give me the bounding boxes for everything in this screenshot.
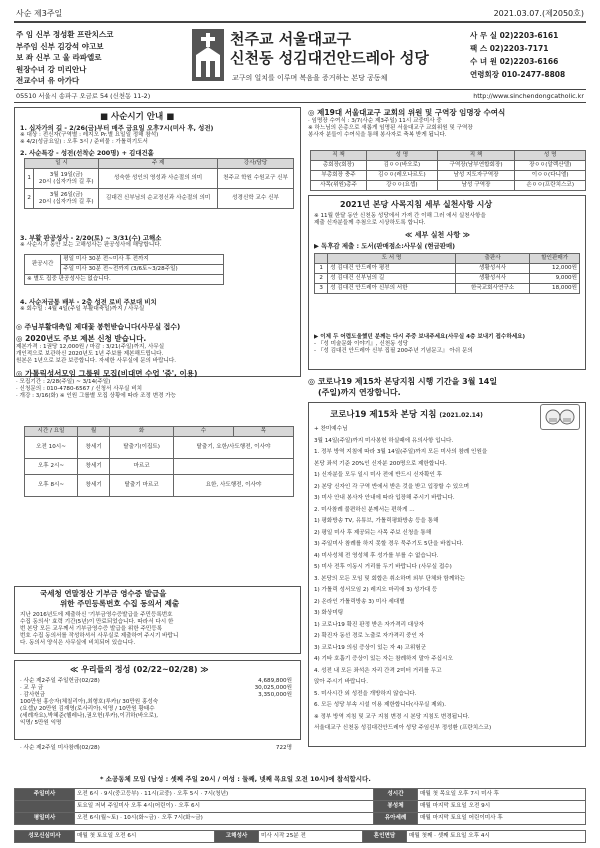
covid-line: 3. 본당의 모든 모임 및 회합은 취소하며 외부 단체와 함께하는 bbox=[314, 575, 466, 582]
clergy-mission-sister: 전교수녀 유 아가다 bbox=[16, 76, 80, 85]
coin-box-section bbox=[20, 298, 157, 313]
appointment-line: 봉사자 분들이 수여식을 통해 봉사자로 축복 받게 됩니다. bbox=[308, 132, 447, 138]
appt-h: 직 책 bbox=[311, 151, 367, 161]
award-subtitle: ≪ 세부 실천 사항 ≫ bbox=[405, 231, 470, 239]
offering-row: · 교 무 금 30,025,000원 bbox=[20, 685, 292, 691]
tax-line: 지난 2016년도에 제출하신 '기부금영수증발급을 주민등록번호 bbox=[20, 612, 173, 618]
bible-group-line: · 개강 : 3/16(화) ※ 인원 그룹별 모집 상황에 따라 조정 변경 가능 bbox=[16, 393, 177, 399]
bible-cell: 창세기 bbox=[77, 475, 109, 497]
lecture-cell: 김대건 신부님의 순교정신과 사순절의 의미 bbox=[99, 189, 218, 209]
lecture-table bbox=[24, 158, 294, 209]
book-cell: 생활성서사 bbox=[455, 264, 530, 274]
lecture-h-topic: 주 제 bbox=[99, 159, 218, 169]
tax-line: 다. 동의서 양식은 사무실에 비치되어 있습니다. bbox=[20, 640, 136, 646]
bible-cell: 탈출기 마르코 bbox=[110, 475, 174, 497]
schedule-label-baptism: 유아세례 bbox=[374, 813, 418, 825]
address-rule bbox=[14, 89, 586, 90]
bible-group-line: · 신청문의 : 010-4780-6567 / 신청서 사무실 비치 bbox=[16, 386, 143, 392]
covid-line: 본당 좌석 기준 20%인 신자분 200명으로 제한합니다. bbox=[314, 460, 447, 467]
bible-cell: 탈출기(이집트) bbox=[110, 437, 174, 459]
book-cell: 9,000원 bbox=[530, 274, 580, 284]
tax-line: 번호 수집 동의서를 작성하셔서 사무실로 제출하여 주시기 바랍니 bbox=[20, 633, 179, 639]
bulletin-binding-line: 개인적으로 보관하신 2020년도 1년 주보를 제본해드립니다. bbox=[16, 351, 164, 357]
covid-line: 6. 모든 성당 부속 시설 이용 제한합니다(사무실 제외). bbox=[314, 702, 446, 708]
lecture-cell: 1 bbox=[25, 169, 34, 189]
book-cell: 생활성서사 bbox=[455, 274, 530, 284]
confession-line-1: 3. 부활 판공성사 - 2/20(토) ~ 3/31(수) 고해소 bbox=[20, 234, 162, 242]
contact-convent: 수 녀 원 02)2203-6166 bbox=[470, 57, 559, 66]
covid-line: + 찬미예수님 bbox=[314, 426, 348, 432]
lent-line-2: ※ 대상 : 전신자(구역별 : 레지오 Pr.별 요일일 정해 참석) bbox=[20, 132, 159, 138]
appt-cell: 남성 구역장 bbox=[437, 181, 515, 191]
covid-line: 3) 미사 안내 봉사자 안내에 따라 입장해 주시기 바랍니다. bbox=[314, 495, 455, 501]
covid-line: 2) 본당 신자인 각 구역 반에서 받은 것을 받고 입장할 수 있으며 bbox=[314, 483, 469, 490]
appt-cell: 장ㅇㅇ(알렉산델) bbox=[515, 161, 586, 171]
bible-h: 화 bbox=[110, 427, 174, 437]
church-line2: 신천동 성김대건안드레아 성당 bbox=[230, 49, 429, 67]
mass-attendance: · 사순 제2주일 미사참례(02/28) 722명 bbox=[20, 745, 292, 751]
appt-cell: 강ㅇㅇ(요셉) bbox=[367, 181, 438, 191]
contact-funeral: 연령회장 010-2477-8808 bbox=[470, 70, 566, 79]
book-cell: 성 김대건 안드레아 신부의 서한 bbox=[328, 284, 455, 294]
bible-h: 수 bbox=[173, 427, 233, 437]
appt-cell: 남성 지도자구역장 bbox=[437, 171, 515, 181]
covid-line: 1) 신자분들 모두 일시 미사 전에 반드시 신자확인 후 bbox=[314, 472, 443, 478]
schedule-sunday: 오전 6시 · 9시(중고등부) · 11시(교중) · 오후 5시 · 7시(청년) bbox=[75, 789, 374, 801]
appt-h: 성 명 bbox=[367, 151, 438, 161]
lecture-h-speaker: 강사/담당 bbox=[218, 159, 294, 169]
covid-lines bbox=[314, 424, 582, 735]
bible-cell: 마르코 bbox=[110, 459, 174, 475]
bible-group-line: · 모집기간 : 2/28(주일) ~ 3/14(주일) bbox=[16, 379, 111, 385]
book-cell: 18,000원 bbox=[530, 284, 580, 294]
appointment-title: ◎ 제19대 서울대교구 교회의 위원 및 구역장 임명장 수여식 bbox=[308, 108, 506, 117]
book-cell: 3 bbox=[315, 284, 328, 294]
covid-box-title: 코로나19 제15차 본당 지침 bbox=[330, 410, 437, 420]
book-cell: 성 김대건 신부님의 길 bbox=[328, 274, 455, 284]
lecture-h-date: 일 시 bbox=[25, 159, 99, 169]
bulletin-binding-line: 제본가격 : 1권당 12,000원 / 마감 : 3/21(주일)까지, 사무실 bbox=[16, 344, 165, 350]
appt-cell: 사목(위원)총주 bbox=[311, 181, 367, 191]
bible-cell: 창세기 bbox=[77, 459, 109, 475]
lecture-cell: 3월 19일(금) 20시 (십자가의 길 후) bbox=[34, 169, 99, 189]
address-rule-bottom bbox=[14, 102, 586, 103]
bible-cell: 탈출기, 요한/사도행전, 이사야 bbox=[173, 437, 293, 459]
lecture-cell: 성경신학 교수 신부 bbox=[218, 189, 294, 209]
tax-lines bbox=[20, 612, 178, 647]
bible-h: 월 bbox=[77, 427, 109, 437]
contacts bbox=[470, 29, 565, 81]
award-book-item: ▶ 독후감 제출 : 도서(판매점소:사무실 (현금판매) bbox=[314, 242, 456, 250]
covid-line: 1) 가톨릭 성서모임 2) 레지오 마리애 3) 성가대 등 bbox=[314, 587, 438, 593]
book-h bbox=[315, 254, 328, 264]
appointment-table bbox=[310, 150, 586, 191]
schedule-communion: 매월 마지막 토요일 오전 9시 bbox=[418, 801, 586, 813]
bible-group-title: ◎ 가톨릭성서모임 그룹원 모집(비대면 수업 '줌', 이용) bbox=[16, 369, 198, 378]
book-table bbox=[314, 253, 580, 294]
award-lines bbox=[314, 213, 486, 227]
award-line: 제출 신자분들께 추첨으로 시상하도록 합니다. bbox=[314, 220, 426, 226]
bible-cell: 오후 2시~ bbox=[25, 459, 78, 475]
tax-line: 수집 동의서' 효력 기간(5년)이 만료되었습니다. 따라서 다시 한 bbox=[20, 619, 174, 625]
appt-cell: 김ㅇㅇ(레오나르도) bbox=[367, 171, 438, 181]
bulletin-binding-line: 원본은 1년으로 보관 보증합니다. 자세한 사무실에 문의 바랍니다. bbox=[16, 358, 177, 364]
bible-cell bbox=[173, 459, 293, 475]
sunday-label: 사순 제3주일 bbox=[16, 9, 63, 18]
contact-office: 사 무 실 02)2203-6161 bbox=[470, 31, 559, 40]
schedule-marriage: 매월 첫째 · 셋째 토요일 오후 4시 bbox=[406, 831, 585, 843]
lecture-cell: 천주교 학원 수원교구 신부 bbox=[218, 169, 294, 189]
bulletin-binding-title: ◎ 2020년도 주보 제본 신청 받습니다. bbox=[16, 334, 147, 343]
lecture-cell: 성숙한 성인의 영성과 사순절의 의미 bbox=[99, 169, 218, 189]
mass-schedule-table-2 bbox=[14, 830, 586, 843]
covid-line: 1. 정부 방역 지침에 따라 3월 14일(주일)까지 모든 미사의 참례 인원을 bbox=[314, 449, 488, 455]
covid-line: 5. 미사시간 외 성전을 개방하지 않습니다. bbox=[314, 690, 417, 697]
bible-h: 시간 / 요일 bbox=[25, 427, 78, 437]
covid-line: 2) 평일 미사 후 제공되는 사목 주보 신청을 통해 bbox=[314, 529, 432, 536]
appt-cell: 총회장(회장) bbox=[311, 161, 367, 171]
covid-line: ※ 정부 방역 지침 및 교구 지침 변경 시 본당 지침도 변경됩니다. bbox=[314, 713, 470, 720]
schedule-marian: 매월 첫 토요일 오전 6시 bbox=[75, 831, 215, 843]
lent-line-3: ※ 4/2(성금요일) : 오후 3시 / 준비물 : 가톨릭기도서 bbox=[20, 139, 148, 145]
book-h: 도 서 명 bbox=[328, 254, 455, 264]
schedule-label-marriage: 혼인면담 bbox=[362, 831, 406, 843]
tax-line: 번 본당 모든 교우께서 기부금영수증 발급을 위한 주민등록 bbox=[20, 626, 163, 632]
schedule-label-holy-hour: 성시간 bbox=[374, 789, 418, 801]
offering-donor-line: 100만원 홍승자(체칠리아),최형호(루카)/ 30만원 홍성숙 bbox=[20, 699, 159, 705]
schedule-label-confession: 고해성사 bbox=[215, 831, 259, 843]
clergy-assistant: 보 좌 신부 고 울 라파엘로 bbox=[16, 53, 102, 62]
appointment-line: ※ 하느님의 은총으로 새롭게 임명된 서울대교구 교회위원 및 구역장 bbox=[308, 125, 473, 131]
award-after-line: ▶ 이제 두 어렵도울했던 분께는 다시 주중 보내주세요(사무실 4층 보내기 접수하세요) bbox=[314, 334, 526, 340]
covid-line: 3월 14일(주일)까지 미사봉헌 하실때에 유의사항 입니다. bbox=[314, 437, 454, 444]
award-title: 2021년 본당 사목지침 세부 실천사항 시상 bbox=[340, 200, 493, 209]
lent-title: ■ 사순시기 안내 ■ bbox=[100, 112, 175, 122]
schedule-weekday: 오전 6시(월~토) · 10시(화~금) · 오후 7시(화~금) bbox=[75, 813, 374, 825]
covid-line: 4) 미사성체 전 영성체 후 성가를 부를 수 없습니다. bbox=[314, 552, 439, 559]
confession-section bbox=[20, 234, 161, 249]
small-community-note: * 소공동체 모임 (남성 : 셋째 주일 20시 / 여성 : 둘째, 넷째 목요일 오전 10시)에 참석합시다. bbox=[100, 775, 371, 783]
confession-table bbox=[24, 254, 224, 285]
award-after bbox=[314, 334, 525, 355]
bible-table bbox=[24, 426, 294, 497]
church-line1: 천주교 서울대교구 bbox=[230, 30, 352, 48]
mass-schedule-table bbox=[14, 788, 586, 825]
covid-line: 1) 코로나19 확진 판정 받은 자가격리 대상자 bbox=[314, 621, 424, 628]
offering-list bbox=[20, 678, 292, 727]
lent-line-1: 1. 십자가의 길 - 2/26(금)부터 매주 금요일 오후7시(미사 후, 성전) bbox=[20, 124, 214, 132]
website-link[interactable]: http://www.sinchendongcatholic.kr bbox=[473, 92, 584, 100]
appt-h: 성 명 bbox=[515, 151, 586, 161]
issue-date: 2021.03.07.(제2050호) bbox=[493, 9, 584, 18]
book-h: 할인판매가 bbox=[530, 254, 580, 264]
confession-sunday: 주일 미사 30분 전~전까지 (3/6토~3/28주일) bbox=[61, 265, 224, 275]
contact-fax: 팩 스 02)2203-7171 bbox=[470, 44, 549, 53]
covid-line: 2) 온라인 가톨릭방송 3) 미사 세대별 bbox=[314, 598, 405, 605]
covid-line: 3) 화상미팅 bbox=[314, 610, 344, 616]
schedule-label-communion: 봉성체 bbox=[374, 801, 418, 813]
coinbox-line-2: ※ 회수일 : 4월 4일(주일 부활대축일)까지 / 사무실 bbox=[20, 306, 145, 312]
covid-title: ◎ 코로나19 제15차 본당지침 시행 기간을 3월 14일 bbox=[308, 377, 498, 386]
address: 05510 서울시 송파구 오금로 54 (신천동 11-2) bbox=[16, 92, 151, 100]
award-after-line: - 『성 미술문화 이야기』, 신천동 성당 bbox=[314, 341, 409, 347]
confession-note: ※ 별도 집중 판공성사는 없습니다. bbox=[25, 275, 224, 285]
covid-line: 3) 코로나19 의심 증상이 있는 자 4) 고위험군 bbox=[314, 644, 427, 651]
covid-line: 1) 평화방송 TV, 유튜브, 가톨릭평화방송 등을 통해 bbox=[314, 518, 439, 524]
covid-box-date: (2021.02.14) bbox=[439, 412, 483, 419]
schedule-label-sunday: 주일미사 bbox=[15, 789, 75, 801]
schedule-label-sunday-cont bbox=[15, 801, 75, 813]
left-bullets bbox=[16, 322, 300, 400]
schedule-baptism: 매월 마지막 토요일 어린이미사 후 bbox=[418, 813, 586, 825]
award-after-line: - 『성 김대건 안드레아 신부 집필 200주년 기념문고』 아쉬 문의 bbox=[314, 348, 473, 354]
tax-title-1: 국세청 연말정산 기부금 영수증 발급을 bbox=[40, 589, 167, 598]
lent-line-4: 2. 사순특강 - 성전(선착순 200명) + 김대건홀 bbox=[20, 149, 154, 157]
book-cell: 12,000원 bbox=[530, 264, 580, 274]
bible-cell: 오후 8시~ bbox=[25, 475, 78, 497]
covid-line: 5) 미사 전후 이동시 거리를 두기 바랍니다 (사무실 접수) bbox=[314, 564, 452, 570]
clergy-pastor: 주 임 신부 정성환 프란치스코 bbox=[16, 30, 114, 39]
confession-label: 판공시간 bbox=[25, 255, 61, 275]
lecture-cell: 3월 26일(금) 20시 (십자가의 길 후) bbox=[34, 189, 99, 209]
book-cell: 한국교회사연구소 bbox=[455, 284, 530, 294]
appt-cell: 이ㅇㅇ(다니엘) bbox=[515, 171, 586, 181]
covid-line: 4) 기타 호흡기 증상이 있는 자는 참례하지 말아 주십시오 bbox=[314, 656, 453, 662]
clergy-sister-superior: 원장수녀 강 미리안나 bbox=[16, 64, 87, 74]
covid-line: 2. 미사참례 불편하신 분께서는 편하게 ... bbox=[314, 506, 415, 513]
offering-donor-line: 익명/ 5만원 익명 bbox=[20, 720, 62, 726]
bible-cell: 오전 10시~ bbox=[25, 437, 78, 459]
tax-title-2: 위한 주민등록번호 수집 동의서 제출 bbox=[60, 599, 180, 608]
appt-h: 직 책 bbox=[437, 151, 515, 161]
appointment-line: · 임명장 수여식 : 3/7(사순 제3주일) 11시 교중미사 중 bbox=[308, 118, 442, 124]
appointment-section bbox=[308, 107, 505, 139]
schedule-holy-hour: 매월 첫 목요일 오후 7시 미사 후 bbox=[418, 789, 586, 801]
covid-line: 4. 성전 내 모든 좌석은 자리 간격 2미터 거리를 두고 bbox=[314, 667, 442, 674]
offering-donor-line: (세례자요),박혜준(헬레나),권오헌(루카),이귀하(바오로), bbox=[20, 713, 159, 719]
appt-cell: 김ㅇㅇ(바오로) bbox=[367, 161, 438, 171]
clergy-list bbox=[16, 29, 113, 87]
appt-cell: 부총회장 충주 bbox=[311, 171, 367, 181]
schedule-label-marian: 성모신심미사 bbox=[15, 831, 75, 843]
confession-weekday: 평일 미사 30분 전~미사 후 전까지 bbox=[61, 255, 224, 265]
offering-row: · 감사헌금 3,350,000원 bbox=[20, 692, 292, 698]
book-cell: 2 bbox=[315, 274, 328, 284]
coinbox-line-1: 4. 사순저금통 배부 - 2층 성전 로비 주보대 비치 bbox=[20, 298, 157, 306]
flower-offering-note: ◎ 주님부활대축일 제대꽃 봉헌받습니다(사무실 접수) bbox=[16, 323, 181, 331]
schedule-confession: 미사 시작 25분 전 bbox=[259, 831, 363, 843]
clergy-associate: 부주임 신부 김강석 야고보 bbox=[16, 41, 104, 51]
offering-donor-line: (요셉)/ 20만원 김재영(로사리아).익명 / 10만원 황태수 bbox=[20, 706, 155, 712]
covid-line: 앉아 주시기 바랍니다. bbox=[314, 679, 368, 685]
covid-line: 3) 주일미사 참례를 하지 못할 경우 묵주기도 5단을 바칩니다. bbox=[314, 541, 464, 547]
offering-title: ≪ 우리들의 정성 (02/22~02/28) ≫ bbox=[70, 665, 209, 674]
covid-line: 2) 확진자 동선 경로 노출로 자가격리 중인 자 bbox=[314, 633, 425, 639]
covid-line: 서울대교구 신천동 성김대건안드레아 성당 주임신부 정성환 (프란치스코) bbox=[314, 725, 492, 731]
church-motto: 교구의 일치를 이루며 복음을 증거하는 본당 공동체 bbox=[232, 74, 388, 82]
offering-row: · 사순 제2주일 주일헌금(02/28) 4,689,800원 bbox=[20, 678, 292, 684]
covid-title-2: (주일)까지 연장합니다. bbox=[318, 388, 401, 397]
lecture-cell: 2 bbox=[25, 189, 34, 209]
book-cell: 1 bbox=[315, 264, 328, 274]
top-rule bbox=[14, 21, 586, 23]
book-h: 출판사 bbox=[455, 254, 530, 264]
bible-h: 목 bbox=[233, 427, 293, 437]
church-logo bbox=[192, 29, 224, 81]
schedule-saturday-eve: 토요일 저녁 주일미사 오후 4시(어린이) · 오후 6시 bbox=[75, 801, 374, 813]
bible-cell: 창세기 bbox=[77, 437, 109, 459]
covid-box-header bbox=[330, 408, 483, 420]
award-line: ※ 11월 한달 동안 신천동 성당에서 가져 간 이해 그러 에서 실천사항을 bbox=[314, 213, 486, 219]
bible-cell: 요한, 사도행전, 이사야 bbox=[173, 475, 293, 497]
lent-lines bbox=[20, 124, 213, 157]
schedule-label-weekday: 평일미사 bbox=[15, 813, 75, 825]
book-cell: 성 김대건 안드레아 평전 bbox=[328, 264, 455, 274]
lent-title-text: 사순시기 안내 bbox=[111, 112, 164, 122]
appt-cell: 구역장(남부연합회장) bbox=[437, 161, 515, 171]
confession-line-2: ※ 사순시기 동안 보는 고해성사는 판공성사에 해당합니다. bbox=[20, 242, 162, 248]
appt-cell: 손ㅇㅇ(프란치스코) bbox=[515, 181, 586, 191]
